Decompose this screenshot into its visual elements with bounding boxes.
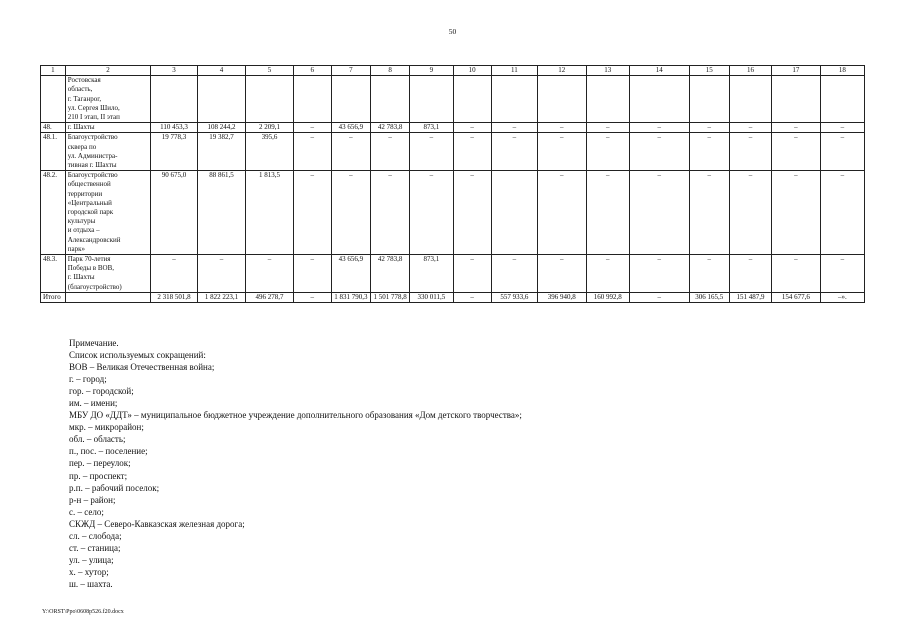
value-cell	[586, 76, 629, 123]
value-cell: –	[689, 255, 729, 293]
value-cell	[453, 76, 491, 123]
abbreviation-item: пр. – проспект;	[69, 470, 128, 481]
value-cell: –	[371, 171, 410, 255]
value-cell: –	[491, 133, 537, 171]
value-cell	[491, 76, 537, 123]
value-cell: –	[772, 171, 820, 255]
column-number-cell: 1	[41, 66, 66, 76]
value-cell: 330 011,5	[410, 292, 453, 302]
value-cell: –	[538, 133, 586, 171]
object-name-cell: г. Шахты	[65, 123, 151, 133]
value-cell: 396 940,8	[538, 292, 586, 302]
value-cell: 19 778,3	[151, 133, 197, 171]
value-cell: 395,6	[246, 133, 293, 171]
abbreviation-item: мкр. – микрорайон;	[69, 422, 144, 433]
column-number-cell: 14	[629, 66, 689, 76]
value-cell: –».	[820, 292, 864, 302]
value-cell	[246, 76, 293, 123]
object-name-cell: Благоустройство общественной территории «Центральный городской парк культуры и отдыха – Александровский парк»	[65, 171, 151, 255]
object-name-cell: Благоустройство сквера по ул. Администра- тивная г. Шахты	[65, 133, 151, 171]
value-cell: –	[586, 171, 629, 255]
value-cell: 42 783,8	[371, 123, 410, 133]
abbreviation-item: ул. – улица;	[69, 554, 114, 565]
column-number-cell: 8	[371, 66, 410, 76]
table-row	[41, 255, 865, 293]
column-number-cell: 15	[689, 66, 729, 76]
value-cell	[538, 76, 586, 123]
value-cell: –	[689, 171, 729, 255]
value-cell: –	[729, 123, 771, 133]
object-name-cell: Ростовская область, г. Таганрог, ул. Сергея Шило, 210 I этап, II этап	[65, 76, 151, 123]
value-cell: 873,1	[410, 255, 453, 293]
column-number-cell: 17	[772, 66, 820, 76]
value-cell: 1 822 223,1	[197, 292, 245, 302]
value-cell: –	[629, 292, 689, 302]
value-cell: 151 487,9	[729, 292, 771, 302]
value-cell: –	[629, 255, 689, 293]
table-header-row	[41, 66, 865, 76]
value-cell: 2 209,1	[246, 123, 293, 133]
value-cell: –	[151, 255, 197, 293]
abbreviation-item: Список используемых сокращений:	[69, 350, 206, 361]
abbreviation-item: р-н – район;	[69, 494, 116, 505]
value-cell: –	[729, 255, 771, 293]
abbreviation-item: г. – город;	[69, 374, 107, 385]
value-cell: 496 278,7	[246, 292, 293, 302]
value-cell: –	[820, 133, 864, 171]
value-cell	[772, 76, 820, 123]
abbreviation-item: ш. – шахта.	[69, 578, 113, 589]
value-cell: 1 501 778,8	[371, 292, 410, 302]
abbreviation-item: ВОВ – Великая Отечественная война;	[69, 362, 215, 373]
column-number-cell: 2	[65, 66, 151, 76]
value-cell: –	[453, 133, 491, 171]
value-cell: 154 677,6	[772, 292, 820, 302]
abbreviation-item: им. – имени;	[69, 398, 118, 409]
value-cell	[820, 76, 864, 123]
value-cell: –	[538, 171, 586, 255]
value-cell: –	[371, 133, 410, 171]
object-name-cell: Парк 70-летия Победы в ВОВ, г. Шахты (благоустройство)	[65, 255, 151, 293]
row-number-cell: Итого	[41, 292, 66, 302]
value-cell	[491, 171, 537, 255]
abbreviation-item: сл. – слобода;	[69, 530, 122, 541]
value-cell: –	[629, 133, 689, 171]
object-name-cell	[65, 292, 151, 302]
value-cell: –	[629, 171, 689, 255]
column-number-cell: 18	[820, 66, 864, 76]
abbreviation-item: ст. – станица;	[69, 542, 121, 553]
value-cell: –	[491, 255, 537, 293]
value-cell: –	[331, 171, 370, 255]
value-cell: –	[772, 133, 820, 171]
value-cell: –	[453, 255, 491, 293]
value-cell: –	[820, 171, 864, 255]
value-cell: 90 675,0	[151, 171, 197, 255]
value-cell	[197, 76, 245, 123]
value-cell: 19 382,7	[197, 133, 245, 171]
value-cell: –	[293, 133, 331, 171]
abbreviation-item: с. – село;	[69, 506, 104, 517]
value-cell: 88 861,5	[197, 171, 245, 255]
row-number-cell: 48.3.	[41, 255, 66, 293]
value-cell: 306 165,5	[689, 292, 729, 302]
value-cell	[371, 76, 410, 123]
value-cell: –	[629, 123, 689, 133]
value-cell: –	[538, 255, 586, 293]
column-number-cell: 12	[538, 66, 586, 76]
column-number-cell: 5	[246, 66, 293, 76]
value-cell: –	[729, 133, 771, 171]
column-number-cell: 3	[151, 66, 197, 76]
value-cell: 2 318 501,8	[151, 292, 197, 302]
row-number-cell: 48.2.	[41, 171, 66, 255]
value-cell: –	[410, 171, 453, 255]
row-number-cell	[41, 76, 66, 123]
abbreviation-item: пер. – переулок;	[69, 458, 131, 469]
value-cell: 557 933,6	[491, 292, 537, 302]
table-row	[41, 292, 865, 302]
value-cell: 42 783,8	[371, 255, 410, 293]
value-cell: –	[197, 255, 245, 293]
abbreviations-list	[69, 337, 849, 590]
column-number-cell: 10	[453, 66, 491, 76]
value-cell: 160 992,8	[586, 292, 629, 302]
abbreviation-item: х. – хутор;	[69, 566, 109, 577]
abbreviation-item: р.п. – рабочий поселок;	[69, 482, 160, 493]
value-cell: –	[331, 133, 370, 171]
table-row	[41, 123, 865, 133]
value-cell: –	[772, 123, 820, 133]
value-cell: –	[293, 123, 331, 133]
table-row	[41, 133, 865, 171]
value-cell	[410, 76, 453, 123]
value-cell: –	[293, 292, 331, 302]
column-number-cell: 11	[491, 66, 537, 76]
value-cell: 43 656,9	[331, 255, 370, 293]
value-cell	[689, 76, 729, 123]
column-number-cell: 9	[410, 66, 453, 76]
value-cell: –	[689, 123, 729, 133]
value-cell	[729, 76, 771, 123]
column-number-cell: 6	[293, 66, 331, 76]
value-cell: 1 813,5	[246, 171, 293, 255]
value-cell: –	[453, 171, 491, 255]
value-cell: –	[586, 255, 629, 293]
value-cell: –	[586, 133, 629, 171]
value-cell: –	[491, 123, 537, 133]
column-number-cell: 16	[729, 66, 771, 76]
value-cell: –	[538, 123, 586, 133]
column-number-cell: 4	[197, 66, 245, 76]
value-cell: –	[586, 123, 629, 133]
value-cell: 43 656,9	[331, 123, 370, 133]
value-cell: –	[293, 171, 331, 255]
notes-heading: Примечание.	[69, 338, 119, 348]
table-row	[41, 76, 865, 123]
abbreviation-item: СКЖД – Северо-Кавказская железная дорога;	[69, 518, 245, 529]
table-row	[41, 171, 865, 255]
value-cell: –	[772, 255, 820, 293]
value-cell	[293, 76, 331, 123]
value-cell: –	[246, 255, 293, 293]
row-number-cell: 48.1.	[41, 133, 66, 171]
column-number-cell: 7	[331, 66, 370, 76]
value-cell: 108 244,2	[197, 123, 245, 133]
value-cell: –	[453, 123, 491, 133]
abbreviation-item: МБУ ДО «ДДТ» – муниципальное бюджетное учреждение дополнительного образования «Дом детского творчества»;	[69, 410, 522, 421]
value-cell: –	[820, 255, 864, 293]
value-cell: 1 831 790,3	[331, 292, 370, 302]
file-path: Y:\ORST\Ppo\0608p526.f20.docx	[42, 609, 124, 615]
abbreviation-item: гор. – городской;	[69, 386, 134, 397]
abbreviation-item: п., пос. – поселение;	[69, 446, 148, 457]
value-cell	[629, 76, 689, 123]
column-number-cell: 13	[586, 66, 629, 76]
value-cell: 873,1	[410, 123, 453, 133]
budget-table	[40, 65, 865, 303]
page-number: 50	[448, 27, 457, 36]
value-cell: –	[820, 123, 864, 133]
value-cell: –	[293, 255, 331, 293]
abbreviation-item: обл. – область;	[69, 434, 126, 445]
value-cell: –	[729, 171, 771, 255]
value-cell: –	[410, 133, 453, 171]
value-cell	[151, 76, 197, 123]
value-cell: –	[689, 133, 729, 171]
value-cell: 110 453,3	[151, 123, 197, 133]
value-cell	[331, 76, 370, 123]
row-number-cell: 48.	[41, 123, 66, 133]
value-cell: –	[453, 292, 491, 302]
